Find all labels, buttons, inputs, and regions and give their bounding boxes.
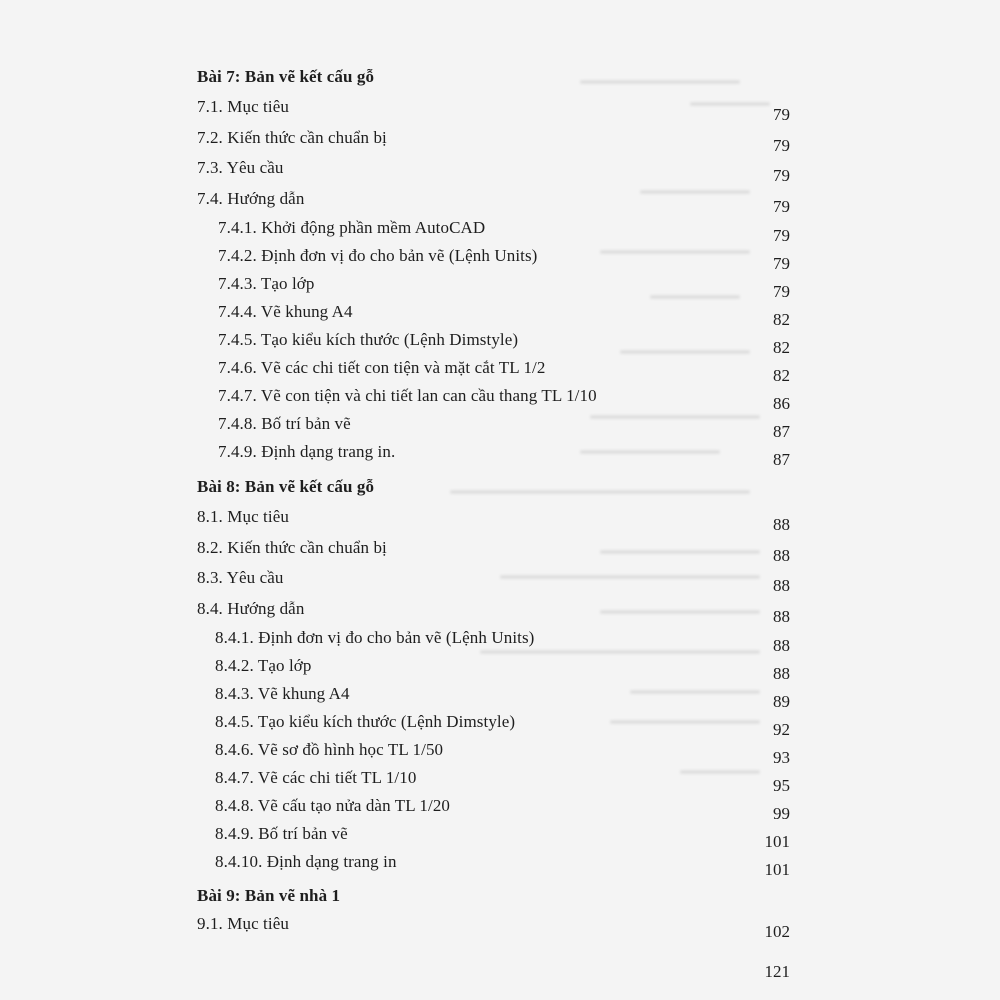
toc-entry [0, 823, 1000, 851]
toc-entry-title: 8.4.7. Vẽ các chi tiết TL 1/10 [215, 768, 417, 787]
toc-entry-page: 79 [773, 282, 790, 301]
toc-entry-page: 88 [773, 546, 790, 565]
toc-entry-page: 79 [773, 226, 790, 245]
toc-entry-title: 9.1. Mục tiêu [197, 914, 289, 933]
toc-entry-title: 7.4. Hướng dẫn [197, 189, 305, 208]
toc-entry [0, 683, 1000, 711]
toc-entry [0, 627, 1000, 655]
toc-entry-title: 7.4.5. Tạo kiểu kích thước (Lệnh Dimstyle) [218, 330, 519, 349]
toc-entry-page: 89 [773, 692, 790, 711]
toc-entry-title: 7.4.6. Vẽ các chi tiết con tiện và mặt cắt TL 1/2 [218, 358, 546, 377]
toc-entry-title: 7.4.1. Khởi động phần mềm AutoCAD [218, 218, 486, 237]
toc-entry [0, 127, 1000, 155]
toc-entry-page: 88 [773, 576, 790, 595]
toc-entry [0, 217, 1000, 245]
toc-entry [0, 385, 1000, 413]
toc-entry [0, 273, 1000, 301]
toc-entry [0, 441, 1000, 469]
toc-entry [0, 245, 1000, 273]
toc-entry-page: 79 [773, 105, 790, 124]
toc-entry [0, 537, 1000, 565]
toc-entry-title: 7.4.2. Định đơn vị đo cho bản vẽ (Lệnh Units) [218, 246, 538, 265]
toc-entry [0, 711, 1000, 739]
toc-entry [0, 357, 1000, 385]
toc-entry-page: 101 [764, 832, 790, 851]
toc-entry-page: 82 [773, 366, 790, 385]
toc-entry-page: 92 [773, 720, 790, 739]
toc-entry [0, 795, 1000, 823]
toc-entry [0, 655, 1000, 683]
toc-entry-page: 99 [773, 804, 790, 823]
toc-entry [0, 413, 1000, 441]
toc-entry-page: 101 [764, 860, 790, 879]
toc-entry [0, 598, 1000, 626]
toc-entry-title: 8.4.6. Vẽ sơ đồ hình học TL 1/50 [215, 740, 444, 759]
toc-entry-title: 8.4.3. Vẽ khung A4 [215, 684, 350, 703]
section-heading [0, 885, 1000, 913]
toc-entry-title: 7.4.4. Vẽ khung A4 [218, 302, 353, 321]
toc-entry-title: 7.2. Kiến thức cần chuẩn bị [197, 128, 387, 147]
toc-entry [0, 767, 1000, 795]
toc-entry-title: 7.4.3. Tạo lớp [218, 274, 315, 293]
toc-entry-title: 7.4.8. Bố trí bản vẽ [218, 414, 351, 433]
toc-entry-page: 88 [773, 515, 790, 534]
section-heading [0, 476, 1000, 504]
toc-entry-page: 79 [773, 254, 790, 273]
toc-entry-page: 79 [773, 136, 790, 155]
toc-entry [0, 913, 1000, 941]
toc-entry-title: 8.1. Mục tiêu [197, 507, 289, 526]
toc-entry-page: 82 [773, 310, 790, 329]
page-number: 121 [764, 962, 790, 981]
toc-entry-page: 102 [764, 922, 790, 941]
toc-entry-page: 93 [773, 748, 790, 767]
toc-entry-page: 88 [773, 664, 790, 683]
toc-entry-page: 95 [773, 776, 790, 795]
toc-entry-title: 8.3. Yêu cầu [197, 568, 284, 587]
section-heading [0, 66, 1000, 94]
section-heading-text: Bài 7: Bản vẽ kết cấu gỗ [197, 67, 375, 86]
toc-entry-title: 8.4.10. Định dạng trang in [215, 852, 397, 871]
toc-entry-title: 7.4.7. Vẽ con tiện và chi tiết lan can cầu thang TL 1/10 [218, 386, 597, 405]
toc-entry-title: 8.4.8. Vẽ cấu tạo nửa dàn TL 1/20 [215, 796, 451, 815]
toc-entry-page: 87 [773, 422, 790, 441]
toc-entry [0, 851, 1000, 879]
toc-entry-page: 88 [773, 607, 790, 626]
toc-entry [0, 301, 1000, 329]
toc-entry-title: 8.2. Kiến thức cần chuẩn bị [197, 538, 387, 557]
toc-entry-title: 8.4. Hướng dẫn [197, 599, 305, 618]
section-heading-text: Bài 9: Bản vẽ nhà 1 [197, 886, 341, 905]
toc-entry [0, 329, 1000, 357]
toc-entry [0, 739, 1000, 767]
toc-entry [0, 157, 1000, 185]
toc-entry-page: 79 [773, 197, 790, 216]
section-heading-text: Bài 8: Bản vẽ kết cấu gỗ [197, 477, 375, 496]
toc-entry-title: 8.4.1. Định đơn vị đo cho bản vẽ (Lệnh Units) [215, 628, 535, 647]
toc-entry [0, 567, 1000, 595]
toc-entry-title: 7.3. Yêu cầu [197, 158, 284, 177]
toc-entry-page: 79 [773, 166, 790, 185]
toc-entry-page: 88 [773, 636, 790, 655]
toc-entry-title: 7.1. Mục tiêu [197, 97, 289, 116]
toc-entry-title: 8.4.9. Bố trí bản vẽ [215, 824, 348, 843]
toc-entry [0, 96, 1000, 124]
toc-entry-title: 7.4.9. Định dạng trang in. [218, 442, 396, 461]
toc-entry-page: 82 [773, 338, 790, 357]
toc-entry-title: 8.4.2. Tạo lớp [215, 656, 312, 675]
toc-entry-title: 8.4.5. Tạo kiểu kích thước (Lệnh Dimstyle) [215, 712, 516, 731]
toc-entry [0, 188, 1000, 216]
toc-entry-page: 86 [773, 394, 790, 413]
toc-entry [0, 506, 1000, 534]
toc-entry-page: 87 [773, 450, 790, 469]
